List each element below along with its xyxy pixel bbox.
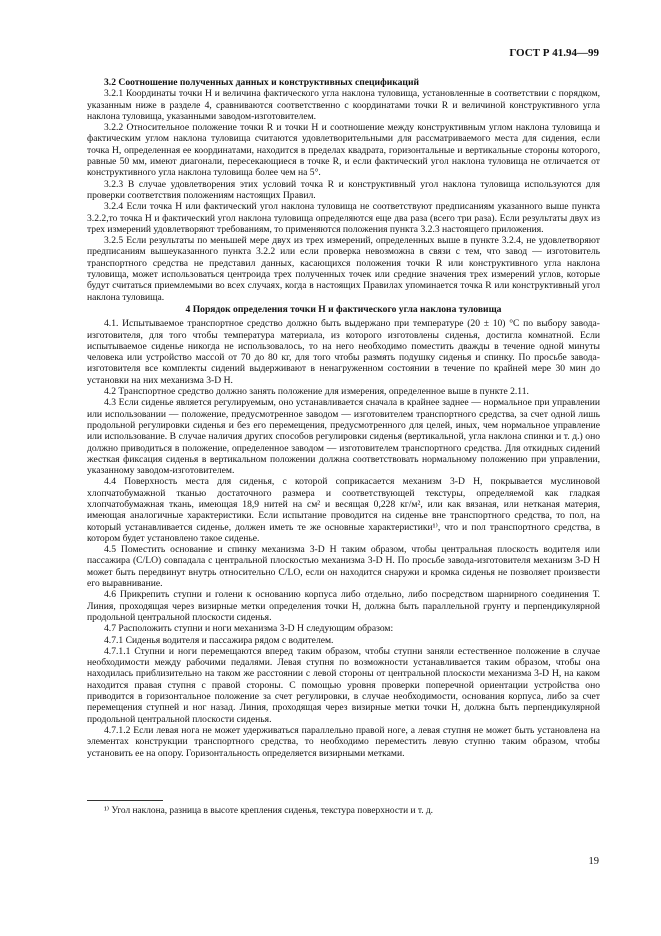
paragraph-4-4: 4.4 Поверхность места для сиденья, с которой соприкасается механизм 3-D H, покрывается муслиновой хлопчатобумажной тканью достаточного размера и соответствующей текстуры, определяемой как гладкая хлопчатобумажная ткань, имеющая 18,9 нитей на см² и весящая 0,228 кг/м², или как вязаная, или нетканая материя, имеющая аналогичные характеристики. Если испытание проводится на сиденье вне транспортного средства, то пол, на который устанавливается сиденье, должен иметь те же основные характеристики¹⁾, что и пол транспортного средства, в котором будет установлено такое сиденье. [87, 476, 600, 544]
page-number: 19 [588, 856, 599, 867]
paragraph-4-7-1-1: 4.7.1.1 Ступни и ноги перемещаются вперед таким образом, чтобы ступни заняли естественное положение в случае необходимости между рабочими педалями. Левая ступня по возможности устанавливается таким образом, чтобы она находилась приблизительно на таком же расстоянии с левой стороны от центральной плоскости механизма 3-D H, на каком находится правая ступня с правой стороны. С помощью уровня проверки поперечной ориентации устройства оно приводится в горизонтальное положение за счет регулировки, в случае необходимости, основания корпуса, либо за счет перемещения ступней и ног назад. Линия, проходящая через визирные метки точки H, должна быть перпендикулярной продольной центральной плоскости сиденья. [87, 645, 600, 725]
paragraph-4-5: 4.5 Поместить основание и спинку механизма 3-D H таким образом, чтобы центральная плоскость водителя или пассажира (С/LO) совпадала с центральной плоскостью механизма 3-D H. По просьбе завода-изготовителя механизм 3-D H может быть передвинут внутрь относительно С/LO, если он находится снаружи и кромка сиденья не позволяет произвести его выравнивание. [87, 544, 600, 590]
paragraph-3-2-5: 3.2.5 Если результаты по меньшей мере двух из трех измерений, определенных выше в пункте 3.2.4, не удовлетворяют предписаниям вышеуказанного пункта 3.2.2 или если проверка невозможна в связи с тем, что завод — изготовитель транспортного средства не представил данных, касающихся положения точки R или конструктивного угла наклона туловища, может использоваться центроида трех полученных точек или средние значения трех измерений углов, которые будут считаться приемлемыми во всех случаях, когда в настоящих Правилах упоминается точка R или конструктивный угол наклона туловища. [87, 235, 600, 303]
section-heading-4: 4 Порядок определения точки H и фактического угла наклона туловища [185, 303, 502, 315]
paragraph-4-7-1: 4.7.1 Сиденья водителя и пассажира рядом с водителем. [104, 634, 334, 646]
paragraph-4-2: 4.2 Транспортное средство должно занять положение для измерения, определенное выше в пункте 2.11. [104, 386, 529, 398]
paragraph-4-3: 4.3 Если сиденье является регулируемым, оно устанавливается сначала в крайнее заднее — нормальное при управлении или использовании — положение, предусмотренное заводом — изготовителем транспортного средства, за счет одной лишь продольной регулировки сиденья и без его перемещения, предусмотренного для целей, иных, чем нормальное управление или использование. В случае наличия других способов регулировки сиденья (вертикальной, угла наклона спинки и т. д.) оно должно приводиться в положение, определенное заводом — изготовителем транспортного средства. Для откидных сидений жесткая фиксация сиденья в вертикальном положении должна соответствовать нормальному положению при управлении, указанному заводом-изготовителем. [87, 397, 600, 477]
footnote: ¹⁾ Угол наклона, разница в высоте крепления сиденья, текстура поверхности и т. д. [104, 806, 434, 816]
paragraph-4-1: 4.1. Испытываемое транспортное средство должно быть выдержано при температуре (20 ± 10) °С по выбору завода-изготовителя, для того чтобы температура материала, из которого изготовлены сиденья, достигла комнатной. Если испытываемое сиденье никогда не использовалось, то на него необходимо поместить дважды в течение одной минуты человека или устройство массой от 70 до 80 кг, для того чтобы размять подушку сиденья и спинку. По просьбе завода-изготовителя все комплекты сидений выдерживают в ненагруженном состоянии в течение по крайней мере 30 мин до установки на них механизма 3-D H. [87, 318, 600, 386]
paragraph-3-2-4: 3.2.4 Если точка H или фактический угол наклона туловища не соответствуют предписаниям указанного выше пункта 3.2.2,то точка H и фактический угол наклона туловища определяются еще два раза (всего три раза). Если результаты двух из трех измерений удовлетворяют требованиям, то применяются положения пункта 3.2.3 настоящего приложения. [87, 201, 600, 235]
paragraph-3-2-1: 3.2.1 Координаты точки H и величина фактического угла наклона туловища, установленные в соответствии с порядком, указанным ниже в разделе 4, сравниваются соответственно с координатами точки R и величиной конструктивного угла наклона туловища, указанными заводом-изготовителем. [87, 88, 600, 122]
footnote-divider [87, 800, 163, 801]
document-header: ГОСТ Р 41.94—99 [509, 47, 599, 59]
paragraph-4-7: 4.7 Расположить ступни и ноги механизма 3-D H следующим образом: [104, 623, 394, 635]
section-heading-3-2: 3.2 Соотношение полученных данных и конструктивных спецификаций [104, 77, 420, 88]
paragraph-3-2-2: 3.2.2 Относительное положение точки R и точки H и соотношение между конструктивным углом наклона туловища и фактическим углом наклона туловища считаются удовлетворительными для рассматриваемого места для сидения, если точка H, определенная ее координатами, находится в пределах квадрата, горизонтальные и вертикальные стороны которого, равные 50 мм, имеют диагонали, пересекающиеся в точке R, и если фактический угол наклона туловища не отличается от конструктивного угла наклона туловища более чем на 5°. [87, 122, 600, 179]
paragraph-4-7-1-2: 4.7.1.2 Если левая нога не может удерживаться параллельно правой ноге, а левая ступня не может быть установлена на элементах конструкции транспортного средства, то необходимо переместить левую ступню таким образом, чтобы установить ее на опору. Горизонтальность определяется визирными метками. [87, 724, 600, 759]
paragraph-3-2-3: 3.2.3 В случае удовлетворения этих условий точка R и конструктивный угол наклона туловища используются для проверки соответствия положениям настоящих Правил. [87, 178, 600, 201]
document-body [87, 77, 600, 759]
paragraph-4-6: 4.6 Прикрепить ступни и голени к основанию корпуса либо отдельно, либо посредством шарнирного соединения Т. Линия, проходящая через визирные метки определения точки H, должна быть параллельной грунту и перпендикулярной продольной центральной плоскости сиденья. [87, 589, 600, 623]
